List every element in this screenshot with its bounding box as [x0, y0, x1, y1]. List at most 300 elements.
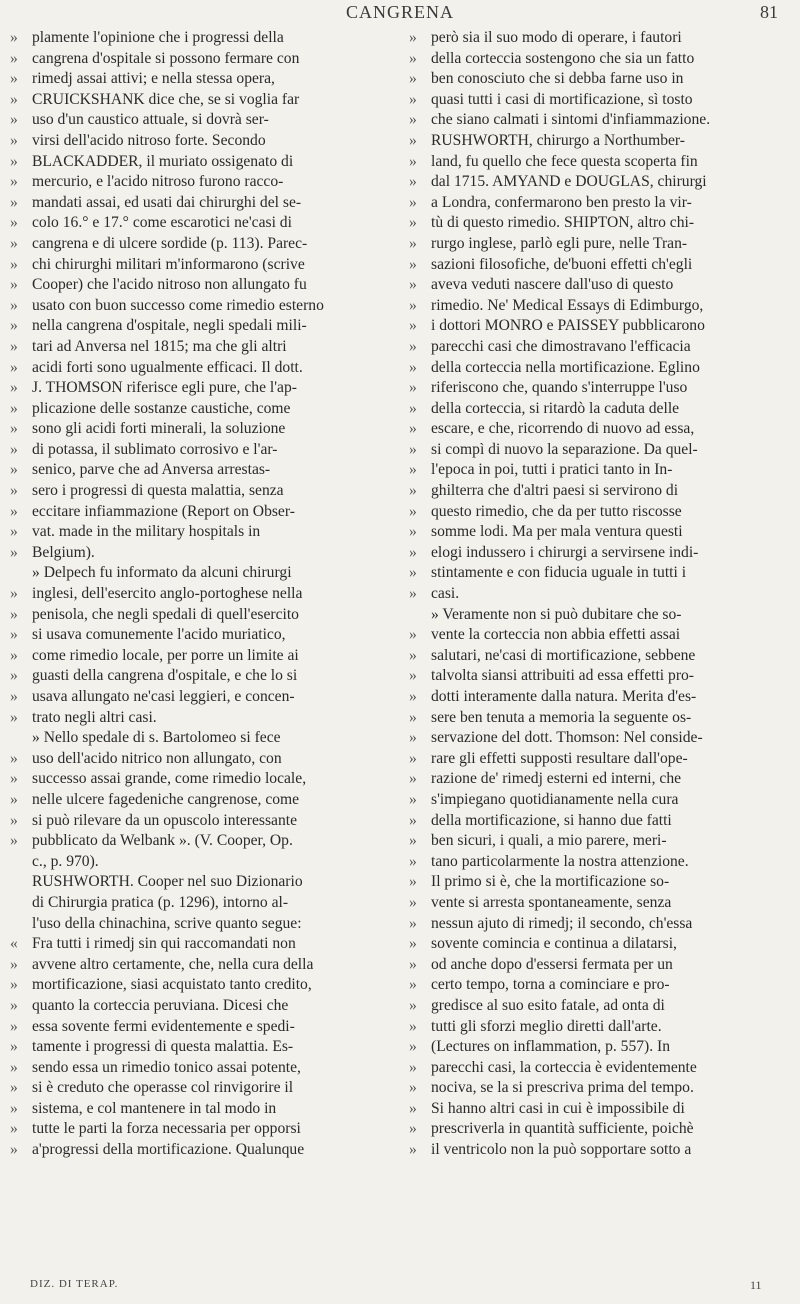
quote-mark: » — [409, 1141, 417, 1159]
line-text: riferiscono che, quando s'interruppe l'uso — [431, 379, 688, 397]
quote-mark — [10, 563, 32, 584]
line-text: mandati assai, ed usati dai chirurghi del se- — [32, 193, 302, 211]
text-line — [409, 790, 793, 811]
quote-mark — [10, 914, 32, 935]
text-line — [409, 996, 793, 1017]
line-text: salutari, ne'casi di mortificazione, sebbene — [431, 646, 696, 664]
text-line — [10, 213, 394, 234]
quote-mark: » — [409, 667, 417, 685]
text-line — [10, 69, 394, 90]
quote-mark: » — [409, 234, 417, 252]
text-line — [409, 831, 793, 852]
quote-mark: » — [10, 276, 18, 294]
line-text: della corteccia sostengono che sia un fatto — [431, 49, 695, 67]
quote-mark: » — [409, 646, 417, 664]
line-text: escare, e che, ricorrendo di nuovo ad essa, — [431, 420, 695, 438]
line-text: RUSHWORTH. Cooper nel suo Dizionario — [32, 873, 303, 891]
text-line — [409, 460, 793, 481]
text-line — [10, 625, 394, 646]
quote-mark: » — [409, 317, 417, 335]
text-line — [10, 481, 394, 502]
quote-mark: » — [10, 1058, 18, 1076]
line-text: ghilterra che d'altri paesi si servirono di — [431, 482, 679, 500]
text-line — [10, 1099, 394, 1120]
text-line — [10, 543, 394, 564]
text-line — [409, 110, 793, 131]
quote-mark: » — [409, 358, 417, 376]
line-text: tamente i progressi di questa malattia. Es- — [32, 1038, 294, 1056]
line-text: gredisce al suo esito fatale, ad onta di — [431, 996, 665, 1014]
quote-mark: » — [10, 440, 18, 458]
line-text: plicazione delle sostanze caustiche, come — [32, 399, 291, 417]
line-text: tutti gli sforzi meglio diretti dall'arte. — [431, 1017, 662, 1035]
line-text: nella cangrena d'ospitale, negli spedali mili- — [32, 317, 307, 335]
quote-mark: » — [10, 543, 18, 561]
quote-mark: » — [10, 749, 18, 767]
quote-mark: » — [409, 976, 417, 994]
text-line — [409, 1140, 793, 1161]
text-line — [10, 1037, 394, 1058]
line-text: a Londra, confermarono ben presto la vir- — [431, 193, 692, 211]
text-line — [10, 893, 394, 914]
line-text: Belgium). — [32, 543, 95, 561]
quote-mark: » — [10, 173, 18, 191]
line-text: si usava comunemente l'acido muriatico, — [32, 626, 286, 644]
quote-mark: » — [10, 605, 18, 623]
line-text: si è creduto che operasse col rinvigorire il — [32, 1079, 294, 1097]
text-line — [10, 90, 394, 111]
text-line — [409, 728, 793, 749]
quote-mark: » — [10, 626, 18, 644]
text-line — [10, 790, 394, 811]
quote-mark: » — [10, 688, 18, 705]
text-line — [409, 749, 793, 770]
text-line — [409, 934, 793, 955]
line-text: sovente comincia e continua a dilatarsi, — [431, 935, 677, 953]
text-line — [10, 522, 394, 543]
quote-mark: » — [10, 502, 18, 520]
quote-mark: » — [409, 626, 417, 644]
text-line — [409, 255, 793, 276]
quote-mark — [10, 852, 32, 873]
line-text: sazioni filosofiche, de'buoni effetti ch'egli — [431, 255, 693, 273]
text-line — [409, 563, 793, 584]
running-title: CANGRENA — [345, 2, 454, 22]
text-line — [10, 378, 394, 399]
text-line — [10, 687, 394, 708]
line-text: parecchi casi, la corteccia è evidentemente — [431, 1058, 697, 1076]
line-text: chi chirurghi militari m'informarono (scrive — [32, 255, 305, 273]
line-text: l'epoca in poi, tutti i pratici tanto in In- — [431, 461, 673, 479]
text-line — [409, 172, 793, 193]
quote-mark: » — [10, 1141, 18, 1159]
quote-mark: » — [10, 770, 18, 788]
line-text: senico, parve che ad Anversa arrestas- — [32, 461, 271, 479]
quote-mark: » — [10, 358, 18, 376]
text-line — [409, 522, 793, 543]
text-line — [10, 646, 394, 667]
text-line — [409, 769, 793, 790]
text-line — [409, 708, 793, 729]
text-line — [10, 358, 394, 379]
quote-mark: » — [409, 482, 417, 500]
quote-mark: » — [409, 193, 417, 211]
line-text: » Veramente non si può dubitare che so- — [431, 605, 682, 623]
line-text: che siano calmati i sintomi d'infiammazione. — [431, 111, 711, 129]
line-text: servazione del dott. Thomson: Nel conside- — [431, 729, 703, 747]
line-text: Si hanno altri casi in cui è impossibile di — [431, 1099, 685, 1117]
line-text: della corteccia, si ritardò la caduta delle — [431, 399, 680, 417]
text-line — [10, 563, 394, 584]
text-line — [10, 831, 394, 852]
signature-mark: DIZ. DI TERAP. — [30, 1278, 119, 1290]
line-text: land, fu quello che fece questa scoperta fin — [431, 152, 698, 170]
quote-mark: » — [409, 523, 417, 541]
line-text: CRUICKSHANK dice che, se si voglia far — [32, 90, 300, 108]
line-text: inglesi, dell'esercito anglo-portoghese nella — [32, 585, 303, 603]
text-line — [10, 316, 394, 337]
quote-mark: » — [10, 193, 18, 211]
quote-mark: » — [10, 131, 18, 149]
line-text: sono gli acidi forti minerali, la soluzione — [32, 420, 286, 438]
text-line — [409, 955, 793, 976]
text-line — [409, 666, 793, 687]
line-text: usato con buon successo come rimedio esterno — [32, 296, 324, 314]
page-header — [0, 2, 800, 24]
quote-mark: » — [409, 90, 417, 108]
text-line — [10, 296, 394, 317]
line-text: od anche dopo d'essersi fermata per un — [431, 955, 673, 973]
line-text: cangrena e di ulcere sordide (p. 113). Parec- — [32, 234, 308, 252]
quote-mark: » — [409, 337, 417, 355]
line-text: vat. made in the military hospitals in — [32, 523, 261, 541]
quote-mark — [10, 728, 32, 749]
line-text: rare gli effetti supposti resultare dall'ope- — [431, 749, 688, 767]
quote-mark: » — [10, 90, 18, 108]
quote-mark: » — [409, 1038, 417, 1056]
line-text: i dottori MONRO e PAISSEY pubblicarono — [431, 317, 705, 335]
text-line — [409, 584, 793, 605]
text-line — [409, 90, 793, 111]
line-text: nociva, se la si prescriva prima del tempo. — [431, 1079, 694, 1097]
quote-mark: » — [10, 1038, 18, 1056]
text-line — [409, 1119, 793, 1140]
line-text: ben sicuri, i quali, a mio parere, meri- — [431, 832, 667, 850]
quote-mark: « — [10, 935, 18, 953]
line-text: acidi forti sono ugualmente efficaci. Il dott. — [32, 358, 303, 376]
line-text: tutte le parti la forza necessaria per opporsi — [32, 1120, 301, 1138]
line-text: a'progressi della mortificazione. Qualunque — [32, 1141, 305, 1159]
line-text: vente si arresta spontaneamente, senza — [431, 893, 672, 911]
text-line — [409, 1058, 793, 1079]
line-text: aveva veduti nascere dall'uso di questo — [431, 276, 674, 294]
quote-mark: » — [10, 379, 18, 397]
text-line — [409, 872, 793, 893]
line-text: di Chirurgia pratica (p. 1296), intorno al- — [32, 893, 289, 911]
text-line — [10, 728, 394, 749]
quote-mark: » — [10, 70, 18, 88]
quote-mark: » — [409, 543, 417, 561]
line-text: il ventricolo non la può sopportare sotto a — [431, 1141, 692, 1159]
line-text: plamente l'opinione che i progressi della — [32, 29, 284, 46]
text-line — [10, 1140, 394, 1161]
quote-mark: » — [409, 1079, 417, 1097]
quote-mark: » — [10, 585, 18, 603]
text-line — [10, 584, 394, 605]
quote-mark: » — [409, 379, 417, 397]
quote-mark: » — [10, 49, 18, 67]
quote-mark: » — [409, 893, 417, 911]
quote-mark: » — [409, 1099, 417, 1117]
quote-mark: » — [409, 1058, 417, 1076]
line-text: dal 1715. AMYAND e DOUGLAS, chirurgi — [431, 173, 707, 191]
text-line — [10, 769, 394, 790]
line-text: quasi tutti i casi di mortificazione, sì tosto — [431, 90, 693, 108]
text-line — [409, 914, 793, 935]
line-text: vente la corteccia non abbia effetti assai — [431, 626, 681, 644]
text-line — [10, 955, 394, 976]
line-text: di potassa, il sublimato corrosivo e l'ar- — [32, 440, 278, 458]
line-text: J. THOMSON riferisce egli pure, che l'ap- — [32, 379, 297, 397]
text-line — [10, 172, 394, 193]
quote-mark: » — [409, 770, 417, 788]
quote-mark: » — [10, 811, 18, 829]
line-text: stintamente e con fiducia uguale in tutti i — [431, 564, 687, 582]
line-text: essa sovente fermi evidentemente e spedi- — [32, 1017, 295, 1035]
text-line — [409, 337, 793, 358]
line-text: tano particolarmente la nostra attenzione. — [431, 852, 689, 870]
line-text: della corteccia nella mortificazione. Eglino — [431, 358, 700, 376]
text-line — [409, 1078, 793, 1099]
quote-mark: » — [409, 873, 417, 891]
quote-mark: » — [10, 461, 18, 479]
quote-mark: » — [10, 1017, 18, 1035]
line-text: rurgo inglese, parlò egli pure, nelle Tran- — [431, 234, 688, 252]
quote-mark: » — [409, 255, 417, 273]
text-line — [10, 811, 394, 832]
line-text: casi. — [431, 585, 460, 603]
quote-mark: » — [409, 832, 417, 850]
text-line — [10, 110, 394, 131]
line-text: trato negli altri casi. — [32, 708, 157, 726]
quote-mark: » — [10, 420, 18, 438]
quote-mark — [10, 872, 32, 893]
quote-mark: » — [10, 646, 18, 664]
text-line — [10, 975, 394, 996]
quote-mark: » — [10, 317, 18, 335]
line-text: rimedio. Ne' Medical Essays di Edimburgo, — [431, 296, 704, 314]
quote-mark: » — [10, 976, 18, 994]
quote-mark: » — [409, 914, 417, 932]
text-line — [10, 440, 394, 461]
quote-mark: » — [409, 852, 417, 870]
line-text: uso d'un caustico attuale, si dovrà ser- — [32, 111, 269, 129]
line-text: nessun ajuto di rimedj; il secondo, ch'essa — [431, 914, 693, 932]
text-line — [409, 625, 793, 646]
line-text: come rimedio locale, per porre un limite ai — [32, 646, 299, 664]
line-text: rimedj assai attivi; e nella stessa opera, — [32, 70, 275, 88]
quote-mark: » — [409, 49, 417, 67]
quote-mark: » — [409, 1120, 417, 1138]
quote-mark: » — [409, 688, 417, 705]
line-text: uso dell'acido nitrico non allungato, con — [32, 749, 282, 767]
line-text: tù di questo rimedio. SHIPTON, altro chi- — [431, 214, 695, 232]
line-text: somme lodi. Ma per mala ventura questi — [431, 523, 683, 541]
text-line — [10, 1017, 394, 1038]
line-text: dotti interamente dalla natura. Merita d'es- — [431, 688, 697, 705]
line-text: mercurio, e l'acido nitroso furono racco- — [32, 173, 284, 191]
text-line — [409, 481, 793, 502]
quote-mark: » — [10, 214, 18, 232]
line-text: tari ad Anversa nel 1815; ma che gli altri — [32, 337, 287, 355]
text-line — [409, 646, 793, 667]
text-line — [10, 996, 394, 1017]
line-text: l'uso della chinachina, scrive quanto segue: — [32, 914, 302, 932]
text-line — [409, 234, 793, 255]
line-text: Fra tutti i rimedj sin qui raccomandati non — [32, 935, 296, 953]
text-line — [10, 605, 394, 626]
quote-mark: » — [10, 667, 18, 685]
quote-mark: » — [409, 111, 417, 129]
quote-mark — [409, 605, 431, 626]
quote-mark: » — [10, 482, 18, 500]
text-line — [409, 852, 793, 873]
quote-mark: » — [409, 749, 417, 767]
text-line — [409, 502, 793, 523]
quote-mark: » — [10, 1099, 18, 1117]
line-text: Cooper) che l'acido nitroso non allungato fu — [32, 276, 307, 294]
line-text: RUSHWORTH, chirurgo a Northumber- — [431, 131, 685, 149]
quote-mark: » — [10, 296, 18, 314]
text-line — [409, 28, 793, 49]
line-text: pubblicato da Welbank ». (V. Cooper, Op. — [32, 832, 293, 850]
quote-mark: » — [409, 296, 417, 314]
line-text: però sia il suo modo di operare, i fautori — [431, 29, 682, 46]
text-line — [10, 49, 394, 70]
text-line — [10, 914, 394, 935]
quote-mark: » — [409, 131, 417, 149]
text-line — [10, 460, 394, 481]
line-text: penisola, che negli spedali di quell'esercito — [32, 605, 299, 623]
quote-mark: » — [10, 234, 18, 252]
text-line — [10, 419, 394, 440]
quote-mark: » — [10, 523, 18, 541]
quote-mark: » — [409, 214, 417, 232]
line-text: mortificazione, siasi acquistato tanto credito, — [32, 976, 312, 994]
line-text: sere ben tenuta a memoria la seguente os- — [431, 708, 692, 726]
line-text: ben conosciuto che si debba farne uso in — [431, 70, 684, 88]
quote-mark: » — [409, 152, 417, 170]
line-text: elogi indussero i chirurgi a servirsene indi- — [431, 543, 699, 561]
text-line — [10, 275, 394, 296]
quote-mark: » — [409, 996, 417, 1014]
gathering-number: 11 — [750, 1278, 762, 1292]
text-line — [10, 255, 394, 276]
quote-mark: » — [409, 29, 417, 46]
text-line — [10, 852, 394, 873]
line-text: razione de' rimedj esterni ed interni, che — [431, 770, 682, 788]
text-line — [10, 337, 394, 358]
text-line — [409, 49, 793, 70]
line-text: prescriverla in quantità sufficiente, poichè — [431, 1120, 694, 1138]
quote-mark: » — [10, 255, 18, 273]
text-line — [409, 893, 793, 914]
quote-mark: » — [10, 111, 18, 129]
line-text: nelle ulcere fagedeniche cangrenose, come — [32, 790, 300, 808]
text-line — [409, 275, 793, 296]
line-text: quanto la corteccia peruviana. Dicesi che — [32, 996, 289, 1014]
line-text: c., p. 970). — [32, 852, 99, 870]
quote-mark: » — [409, 420, 417, 438]
quote-mark: » — [10, 1120, 18, 1138]
text-line — [409, 131, 793, 152]
text-line — [10, 28, 394, 49]
line-text: eccitare infiammazione (Report on Obser- — [32, 502, 295, 520]
text-line — [409, 811, 793, 832]
line-text: sero i progressi di questa malattia, senza — [32, 482, 284, 500]
line-text: (Lectures on inflammation, p. 557). In — [431, 1038, 671, 1056]
line-text: parecchi casi che dimostravano l'efficacia — [431, 337, 691, 355]
text-line — [409, 358, 793, 379]
page-number: 81 — [760, 2, 778, 22]
text-line — [409, 605, 793, 626]
quote-mark: » — [10, 955, 18, 973]
line-text: si può rilevare da un opuscolo interessante — [32, 811, 298, 829]
quote-mark: » — [409, 173, 417, 191]
text-line — [409, 1037, 793, 1058]
quote-mark: » — [409, 440, 417, 458]
text-line — [409, 1099, 793, 1120]
quote-mark — [10, 893, 32, 914]
quote-mark: » — [409, 70, 417, 88]
quote-mark: » — [409, 729, 417, 747]
text-line — [409, 975, 793, 996]
quote-mark: » — [409, 461, 417, 479]
line-text: BLACKADDER, il muriato ossigenato di — [32, 152, 294, 170]
text-line — [10, 1119, 394, 1140]
line-text: successo assai grande, come rimedio locale, — [32, 770, 307, 788]
text-line — [10, 399, 394, 420]
quote-mark: » — [409, 790, 417, 808]
text-line — [10, 749, 394, 770]
text-line — [409, 687, 793, 708]
text-line — [409, 193, 793, 214]
quote-mark: » — [10, 29, 18, 46]
quote-mark: » — [409, 955, 417, 973]
line-text: » Nello spedale di s. Bartolomeo si fece — [32, 729, 281, 747]
text-line — [10, 1058, 394, 1079]
text-line — [10, 872, 394, 893]
text-line — [409, 399, 793, 420]
text-line — [10, 1078, 394, 1099]
text-line — [10, 234, 394, 255]
line-text: sendo essa un rimedio tonico assai potente, — [32, 1058, 301, 1076]
quote-mark: » — [409, 502, 417, 520]
line-text: Il primo si è, che la mortificazione so- — [431, 873, 670, 891]
line-text: avvene altro certamente, che, nella cura della — [32, 955, 314, 973]
quote-mark: » — [409, 276, 417, 294]
right-text-column — [409, 28, 793, 1161]
quote-mark: » — [409, 399, 417, 417]
line-text: usava allungato ne'casi leggieri, e concen- — [32, 688, 295, 705]
text-line — [10, 131, 394, 152]
text-line — [409, 1017, 793, 1038]
quote-mark: » — [409, 585, 417, 603]
left-text-column — [10, 28, 394, 1161]
line-text: talvolta siansi attribuiti ad essa effetti pro- — [431, 667, 694, 685]
quote-mark: » — [409, 1017, 417, 1035]
text-line — [10, 934, 394, 955]
